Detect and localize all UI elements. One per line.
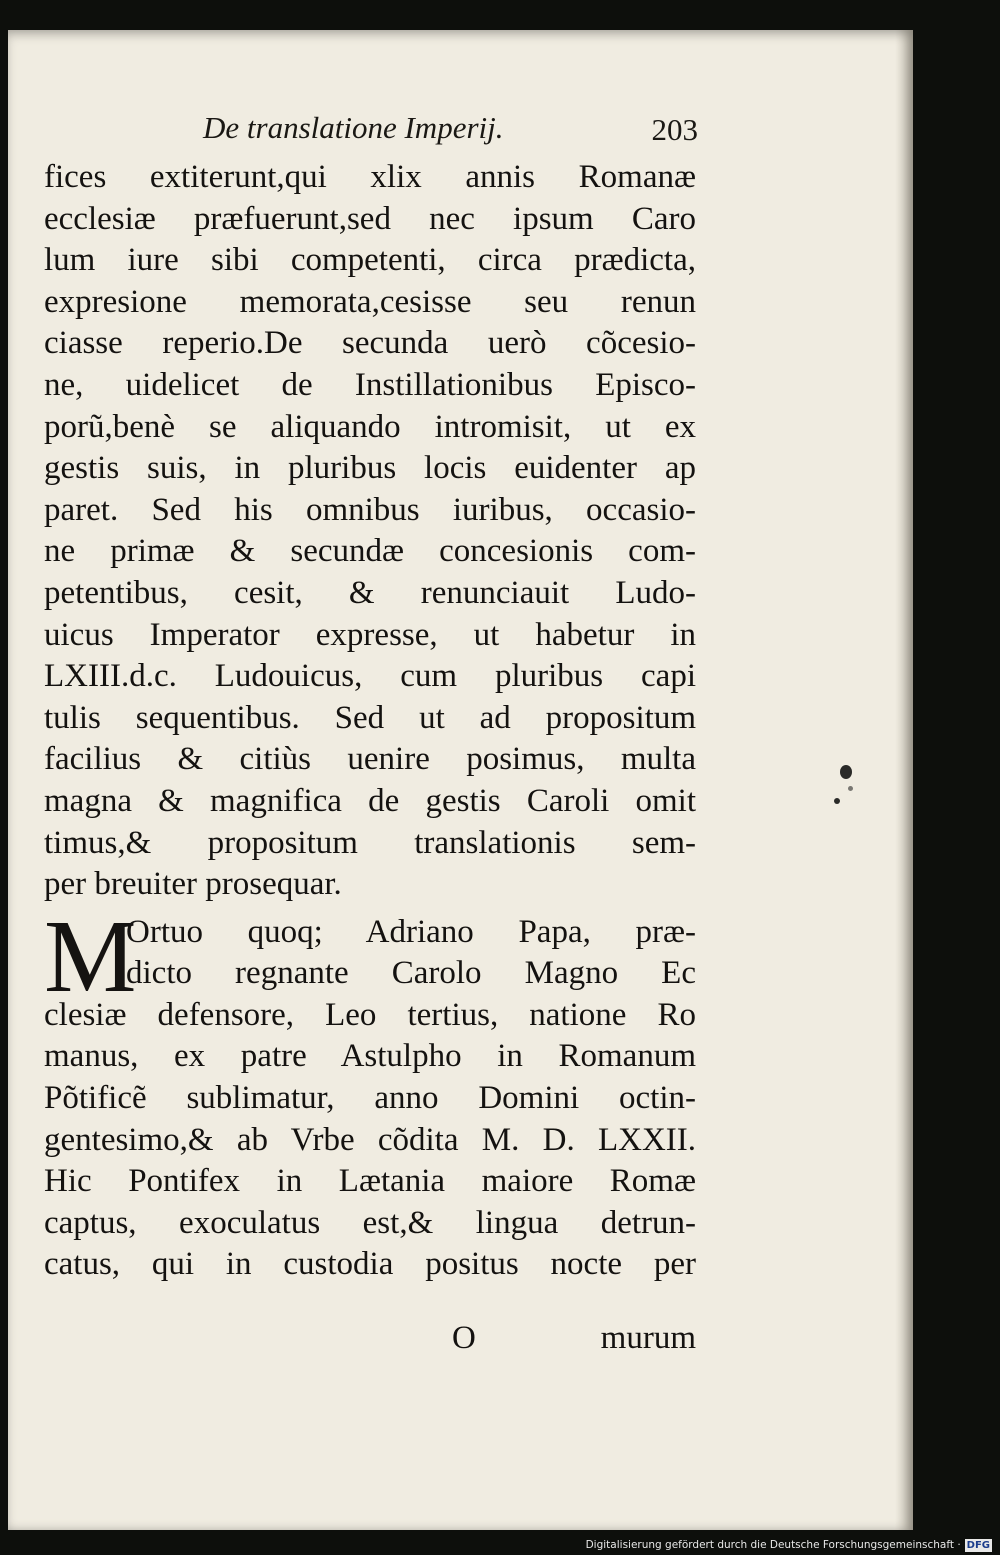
catchword: murum (600, 1320, 696, 1356)
drop-capital: M (44, 898, 137, 1014)
text-line: petentibus, cesit, & renunciauit Ludo- (44, 574, 696, 611)
text-line: gentesimo,& ab Vrbe cõdita M. D. LXXII. (44, 1121, 696, 1158)
text-line: fices extiterunt,qui xlix annis Romanæ (44, 159, 696, 195)
body-text (44, 157, 696, 1286)
text-line: catus, qui in custodia positus nocte per (44, 1246, 696, 1283)
text-line: clesiæ defensore, Leo tertius, natione Ro (44, 996, 696, 1033)
credit-text: Digitalisierung gefördert durch die Deutsche Forschungsgemeinschaft · (585, 1539, 961, 1551)
text-line: ne primæ & secundæ concesionis com- (44, 533, 696, 570)
text-line: ne, uidelicet de Instillationibus Episco- (44, 366, 696, 403)
text-line: captus, exoculatus est,& lingua detrun- (44, 1204, 696, 1241)
digitization-credit (586, 1538, 992, 1552)
page-footer (44, 1320, 696, 1360)
text-line: Põtificẽ sublimatur, anno Domini octin- (44, 1080, 696, 1117)
text-line: per breuiter prosequar. (44, 866, 342, 903)
text-line: gestis suis, in pluribus locis euidenter ap (44, 450, 696, 487)
text-line: ecclesiæ præfuerunt,sed nec ipsum Caro (44, 200, 696, 237)
text-line: timus,& propositum translationis sem- (44, 824, 696, 861)
page-number: 203 (651, 112, 698, 147)
text-line: manus, ex patre Astulpho in Romanum (44, 1038, 696, 1075)
book-page (8, 30, 913, 1530)
page-header (203, 110, 698, 150)
ink-speck (848, 786, 853, 791)
text-line: paret. Sed his omnibus iuribus, occasio- (44, 491, 696, 528)
paragraph-2 (44, 898, 696, 1286)
text-line: magna & magnifica de gestis Caroli omit (44, 782, 696, 819)
text-line: Hic Pontifex in Lætania maiore Romæ (44, 1163, 696, 1200)
text-line: lum iure sibi competenti, circa prædicta, (44, 242, 696, 279)
text-line: tulis sequentibus. Sed ut ad propositum (44, 699, 696, 736)
text-line: dicto regnante Carolo Magno Ec (126, 955, 696, 992)
ink-speck (840, 765, 852, 779)
text-line: ciasse reperio.De secunda uerò cõcesio- (44, 325, 696, 362)
text-line: uicus Imperator expresse, ut habetur in (44, 616, 696, 653)
ink-speck (834, 798, 840, 804)
running-title: De translatione Imperij. (203, 110, 504, 145)
text-line: expresione memorata,cesisse seu renun (44, 283, 696, 320)
dfg-logo: DFG (966, 1540, 990, 1551)
signature-mark: O (452, 1320, 476, 1356)
text-line: Ortuo quoq; Adriano Papa, præ- (126, 913, 696, 950)
text-line: LXIII.d.c. Ludouicus, cum pluribus capi (44, 658, 696, 695)
text-line: porũ,benè se aliquando intromisit, ut ex (44, 408, 696, 445)
paragraph-1 (44, 157, 696, 906)
text-line: facilius & citiùs uenire posimus, multa (44, 741, 696, 778)
